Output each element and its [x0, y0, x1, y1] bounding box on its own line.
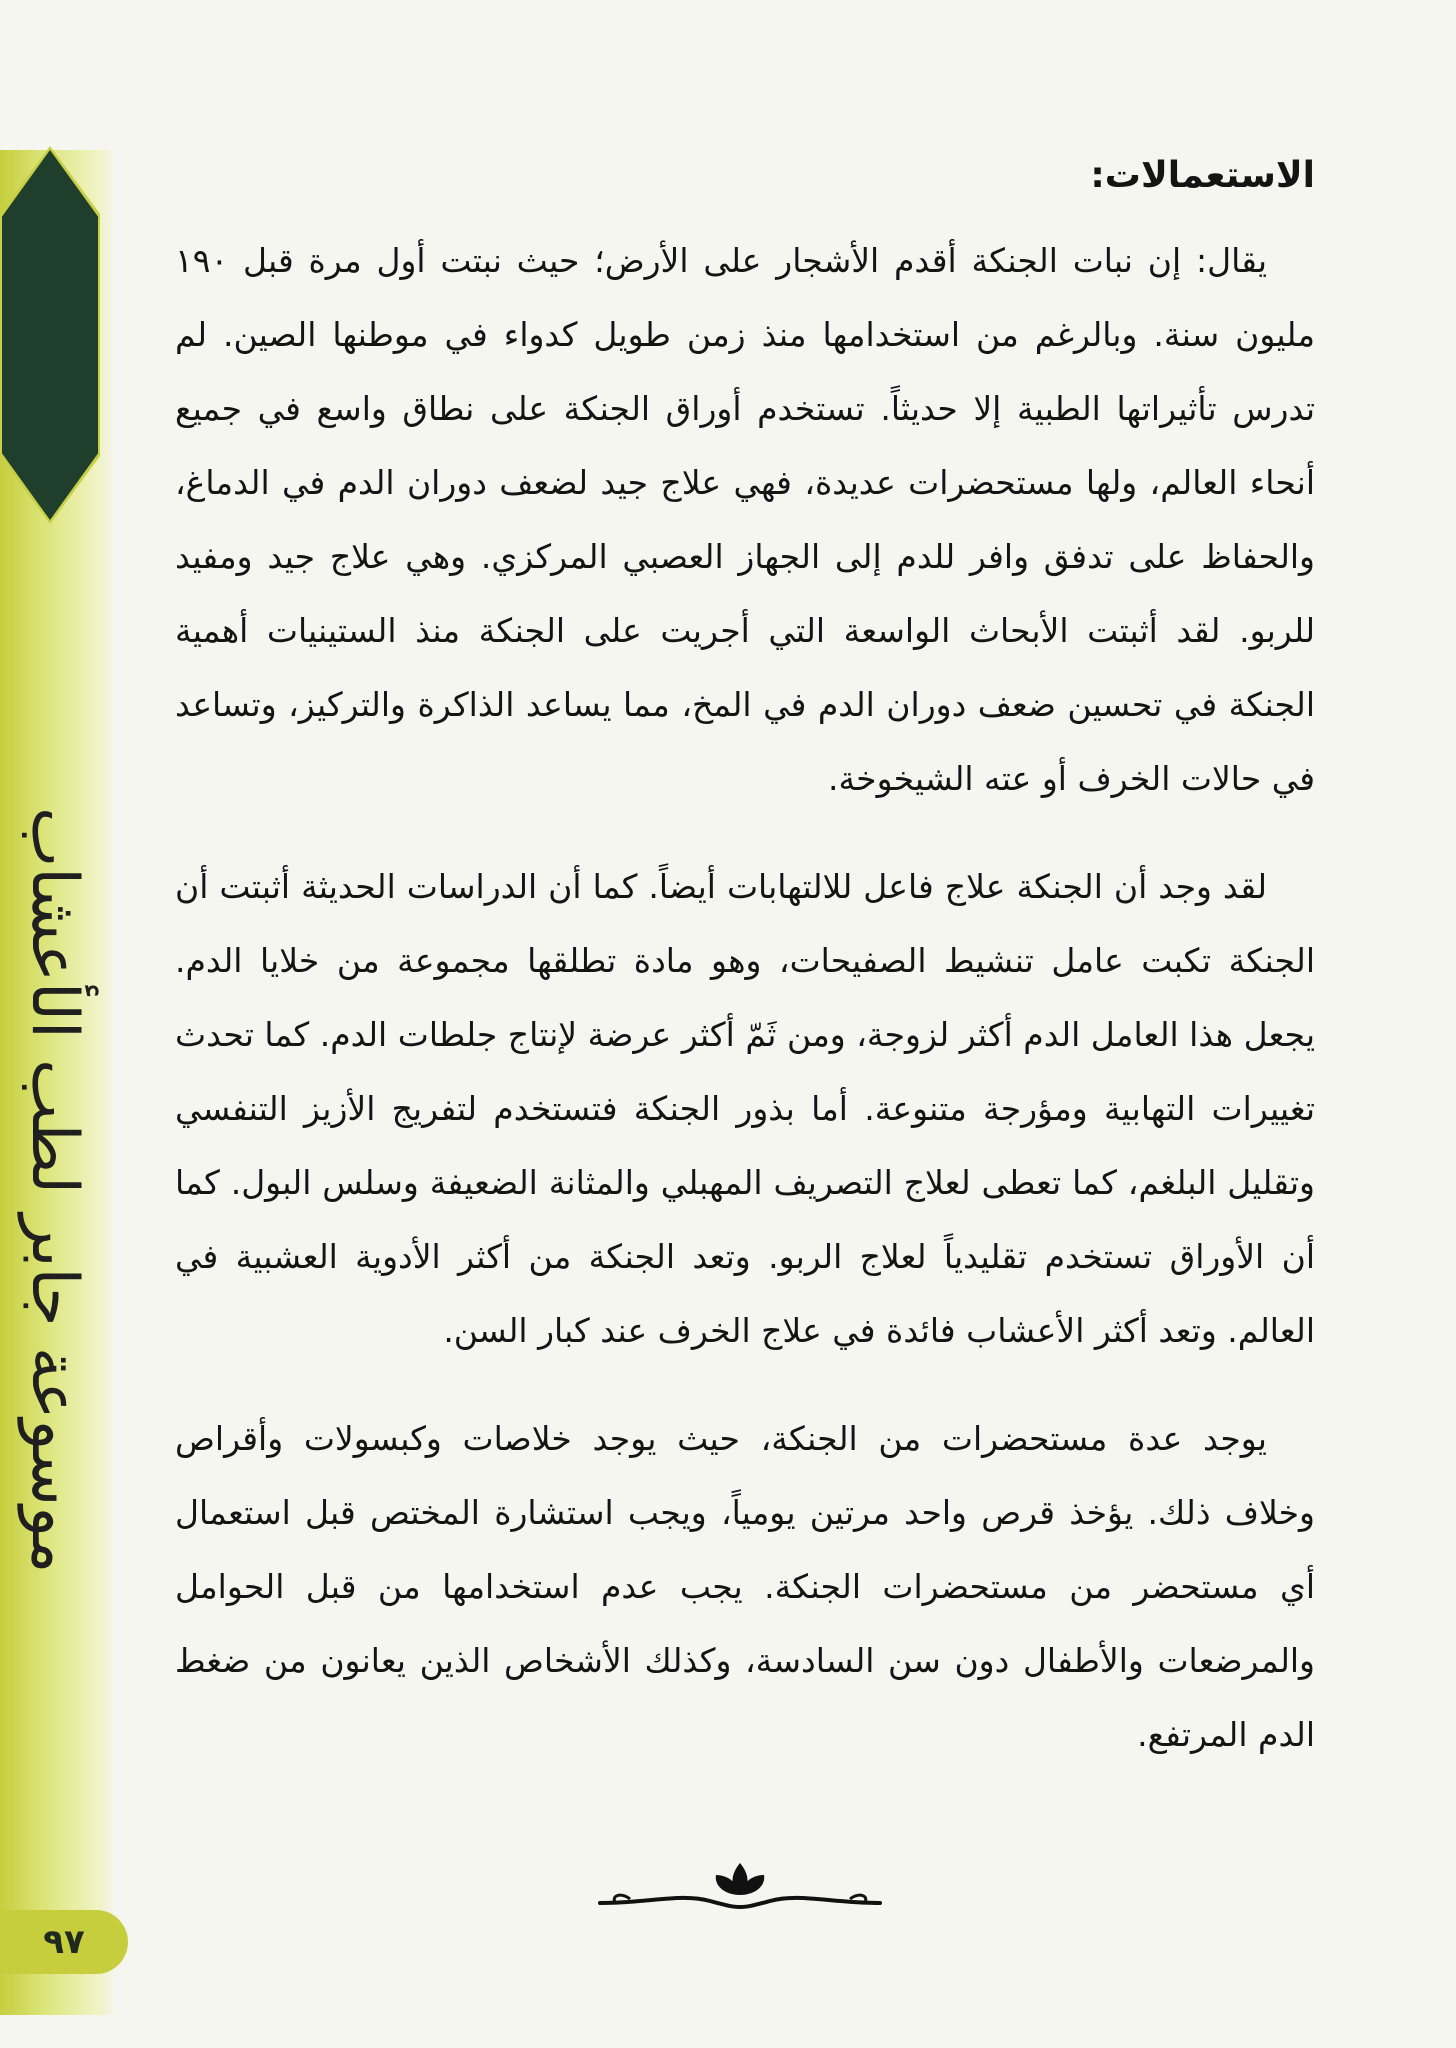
paragraph-1: يقال: إن نبات الجنكة أقدم الأشجار على الأرض؛ حيث نبتت أول مرة قبل ١٩٠ مليون سنة. وبالرغم من استخدامها منذ زمن طويل كدواء في موطنها الصين. لم تدرس تأثيراتها الطبية إلا حديثاً. تستخدم أوراق الجنكة على نطاق واسع في جميع أنحاء العالم، ولها مستحضرات عديدة، فهي علاج جيد لضعف دوران الدم في الدماغ، والحفاظ على تدفق وافر للدم إلى الجهاز العصبي المركزي. وهي علاج جيد ومفيد للربو. لقد أثبتت الأبحاث الواسعة التي أجريت على الجنكة منذ الستينيات أهمية الجنكة في تحسين ضعف دوران الدم في المخ، مما يساعد الذاكرة والتركيز، وتساعد في حالات الخرف أو عته الشيخوخة. [175, 241, 1315, 798]
ornament-divider-icon [590, 1855, 890, 1925]
page-content [175, 155, 1315, 1806]
sidebar-badge [2, 150, 98, 520]
paragraph-2: لقد وجد أن الجنكة علاج فاعل للالتهابات أيضاً. كما أن الدراسات الحديثة أثبتت أن الجنكة تكبت عامل تنشيط الصفيحات، وهو مادة تطلقها مجموعة من خلايا الدم. يجعل هذا العامل الدم أكثر لزوجة، ومن ثَمّ أكثر عرضة لإنتاج جلطات الدم. كما تحدث تغييرات التهابية ومؤرجة متنوعة. أما بذور الجنكة فتستخدم لتفريج الأزيز التنفسي وتقليل البلغم، كما تعطى لعلاج التصريف المهبلي والمثانة الضعيفة وسلس البول. كما أن الأوراق تستخدم تقليدياً لعلاج الربو. وتعد الجنكة من أكثر الأدوية العشبية في العالم. وتعد أكثر الأعشاب فائدة في علاج الخرف عند كبار السن. [175, 867, 1315, 1350]
page-number: ٩٧ [0, 1910, 128, 1974]
book-title: موسوعة جابر لطب الأعشاب [17, 806, 91, 1574]
paragraph-3: يوجد عدة مستحضرات من الجنكة، حيث يوجد خلاصات وكبسولات وأقراص وخلاف ذلك. يؤخذ قرص واحد مرتين يومياً، ويجب استشارة المختص قبل استعمال أي مستحضر من مستحضرات الجنكة. يجب عدم استخدامها من قبل الحوامل والمرضعات والأطفال دون سن السادسة، وكذلك الأشخاص الذين يعانون من ضغط الدم المرتفع. [175, 1419, 1315, 1754]
section-heading: الاستعمالات: [1090, 155, 1315, 196]
